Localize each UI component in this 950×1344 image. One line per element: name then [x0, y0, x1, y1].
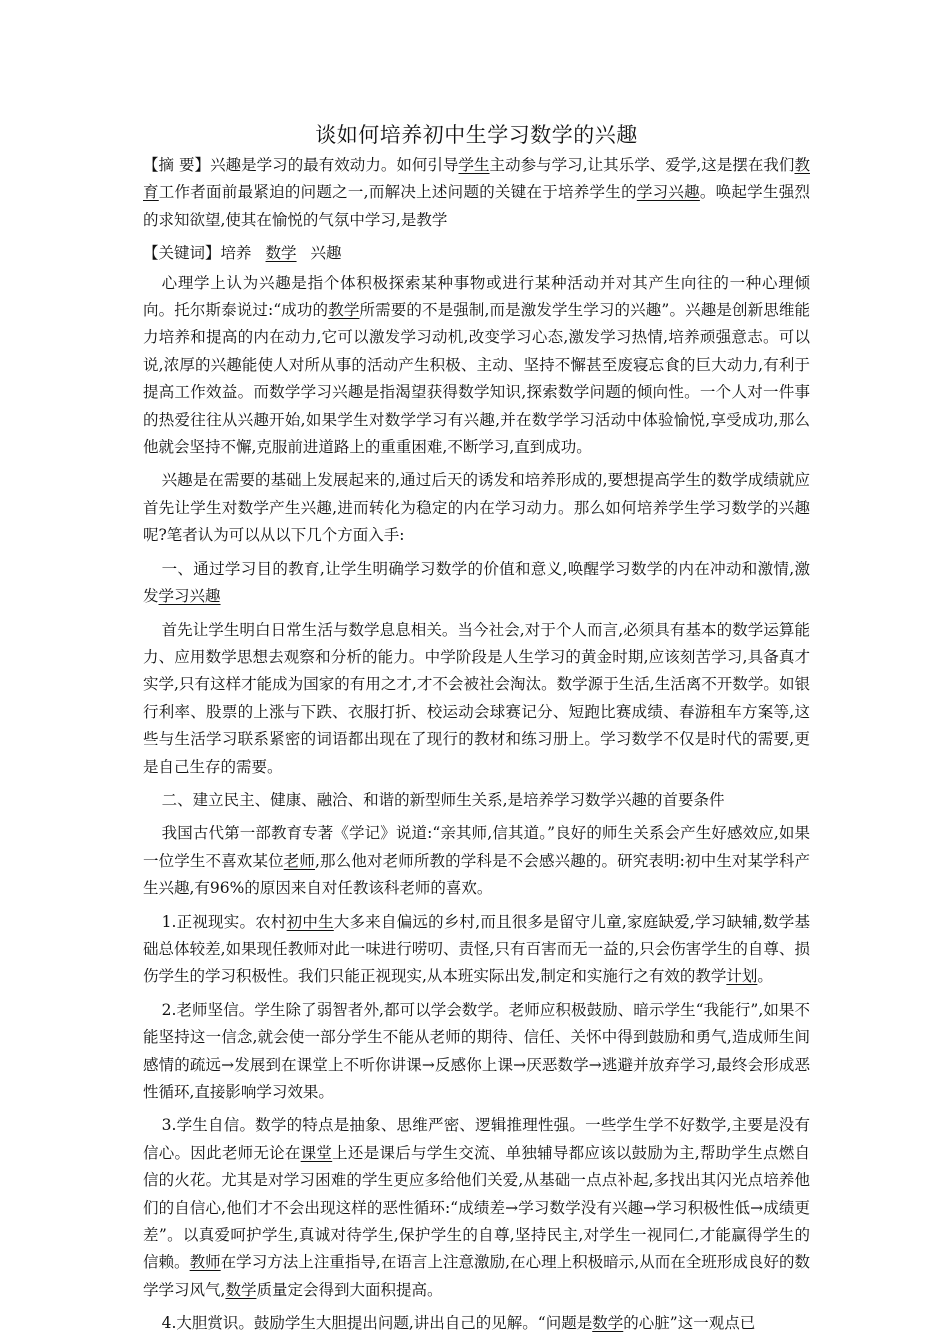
abstract-paragraph: [143, 152, 810, 234]
paragraph-text: 我国古代第一部教育专著《学记》说道:“亲其师,信其道。”良好的师生关系会产生好感效应,如果一位学生不喜欢某位: [143, 824, 810, 870]
list-item-2: 2.老师坚信。学生除了弱智者外,都可以学会数学。老师应积极鼓励、暗示学生“我能行”,如果不能坚持这一信念,就会使一部分学生不能从老师的期待、信任、关怀中得到鼓励和勇气,造成师生间感情的疏远→发展到在课堂上不听你讲课→反感你上课→厌恶数学→逃避并放弃学习,最终会形成恶性循环,直接影响学习效果。: [143, 1000, 810, 1101]
body-paragraph-3: 首先让学生明白日常生活与数学息息相关。当今社会,对于个人而言,必须具有基本的数学运算能力、应用数学思想去观察和分析的能力。中学阶段是人生学习的黄金时期,应该刻苦学习,具备真才实学,只有这样才能成为国家的有用之才,才不会被社会淘汰。数学源于生活,生活离不开数学。如银行利率、股票的上涨与下跌、衣服打折、校运动会球赛记分、短跑比赛成绩、春游租车方案等,这些与生活学习联系紧密的词语都出现在了现行的教材和练习册上。学习数学不仅是时代的需要,更是自己生存的需要。: [143, 620, 810, 776]
section-heading-2: 二、建立民主、健康、融洽、和谐的新型师生关系,是培养学习数学兴趣的首要条件: [161, 790, 725, 809]
paragraph-text: 4.大胆赏识。鼓励学生大胆提出问题,讲出自己的见解。“问题是: [161, 1314, 593, 1333]
paragraph-text: 上还是课后与学生交流、单独辅导都应该以鼓励为主,帮助学生点燃自信的火花。尤其是对学习困难的学生更应多给他们关爱,从基础一点点补起,多找出其闪光点培养他们的自信心,他们才不会出现这样的恶性循环:“成绩差→学习数学没有兴趣→学习积极性低→成绩更差”。以真爱呵护学生,真诚对待学生,保护学生的自尊,坚持民主,对学生一视同仁,才能赢得学生的信赖。: [143, 1143, 810, 1272]
body-paragraph-2: 兴趣是在需要的基础上发展起来的,通过后天的诱发和培养形成的,要想提高学生的数学成绩就应首先让学生对数学产生兴趣,进而转化为稳定的内在学习动力。那么如何培养学生学习数学的兴趣呢?笔者认为可以从以下几个方面入手:: [143, 471, 810, 545]
document-title: 谈如何培养初中生学习数学的兴趣: [315, 123, 638, 147]
paragraph-text: 1.正视现实。农村: [161, 912, 287, 931]
keyword-item: 培养: [220, 244, 252, 263]
paragraph-text: 大多来自偏远的乡村,而且很多是留守儿童,家庭缺爱,学习缺辅,数学基础总体较差,如果现任教师对此一味进行唠叨、责怪,只有百害而无一益的,只会伤害学生的自尊、损伤学生的学习积极性。我们只能正视现实,从本班实际出发,制定和实施行之有效的教学: [143, 912, 810, 986]
abstract-text: 主动参与学习,让其乐学、爱学,这是摆在我们: [489, 156, 795, 174]
body-paragraph-1: [143, 270, 810, 462]
abstract-text: 兴趣是学习的最有效动力。如何引导: [210, 156, 459, 174]
paragraph-text: ,那么他对老师所教的学科是不会感兴趣的。研究表明:初中生对某学科产生兴趣,有96%的原因来自对任教该科老师的喜欢。: [143, 851, 810, 898]
keywords-line: [143, 240, 810, 267]
link-junior-student[interactable]: 初中生: [286, 912, 334, 931]
paragraph-text: 质量定会得到大面积提高。: [256, 1280, 443, 1299]
section-heading-1: [143, 556, 810, 611]
keyword-item: 兴趣: [310, 244, 342, 263]
link-teacher-2[interactable]: 教师: [189, 1253, 221, 1272]
paragraph-text: 的心脏”这一观点已: [623, 1314, 756, 1333]
link-teaching[interactable]: 教学: [328, 301, 360, 320]
link-classroom[interactable]: 课堂: [300, 1143, 333, 1162]
abstract-text: 工作者面前最紧迫的问题之一,而解决上述问题的关键在于培养学生的: [158, 183, 637, 202]
paragraph-text: 。: [757, 967, 773, 986]
link-math[interactable]: 数学: [225, 1280, 257, 1299]
link-plan[interactable]: 计划: [726, 967, 758, 986]
paragraph-text: 3.学生自信。数学的特点是抽象、思维严密、逻辑推理性强。一些学生学不好数学,主要是没有信心。因此老师无论在: [143, 1116, 810, 1162]
heading-text: 一、通过学习目的教育,让学生明确学习数学的价值和意义,唤醒学习数学的内在冲动和激情,激发: [143, 559, 810, 606]
paragraph-text: 在学习方法上注重指导,在语言上注意激励,在心理上积极暗示,从而在全班形成良好的数学学习风气,: [143, 1253, 810, 1299]
abstract-link-students[interactable]: 学生: [458, 156, 490, 174]
abstract-text: 。唤起学生强烈的求知欲望,使其在愉悦的气氛中学习,是教学: [143, 183, 810, 229]
link-teacher[interactable]: 老师: [283, 851, 315, 870]
list-item-4: [143, 1310, 810, 1337]
abstract-label: 【摘 要】: [143, 156, 211, 174]
paragraph-text: 心理学上认为兴趣是指个体积极探索某种事物或进行某种活动并对其产生向往的一种心理倾向。托尔斯泰说过:“成功的: [143, 273, 810, 320]
abstract-link-learning-interest[interactable]: 学习兴趣: [636, 183, 700, 202]
abstract-link-education[interactable]: 教育: [143, 156, 810, 202]
document-page: [143, 120, 810, 1344]
paragraph-text: 所需要的不是强制,而是激发学生学习的兴趣”。兴趣是创新思维能力培养和提高的内在动力,它可以激发学习动机,改变学习心态,激发学习热情,培养顽强意志。可以说,浓厚的兴趣能使人对所从事的活动产生积极、主动、坚持不懈甚至废寝忘食的巨大动力,有利于提高工作效益。而数学学习兴趣是指渴望获得数学知识,探索数学问题的倾向性。一个人对一件事的热爱往往从兴趣开始,如果学生对数学学习有兴趣,并在数学学习活动中体验愉悦,享受成功,那么他就会坚持不懈,克服前进道路上的重重困难,不断学习,直到成功。: [143, 301, 810, 457]
link-math-2[interactable]: 数学: [592, 1314, 624, 1333]
list-item-3: [143, 1112, 810, 1304]
keywords-label: 【关键词】: [143, 244, 221, 263]
link-learning-interest[interactable]: 学习兴趣: [158, 587, 221, 606]
list-item-1: [143, 909, 810, 991]
keyword-link-math[interactable]: 数学: [265, 244, 297, 263]
body-paragraph-4: [143, 820, 810, 902]
